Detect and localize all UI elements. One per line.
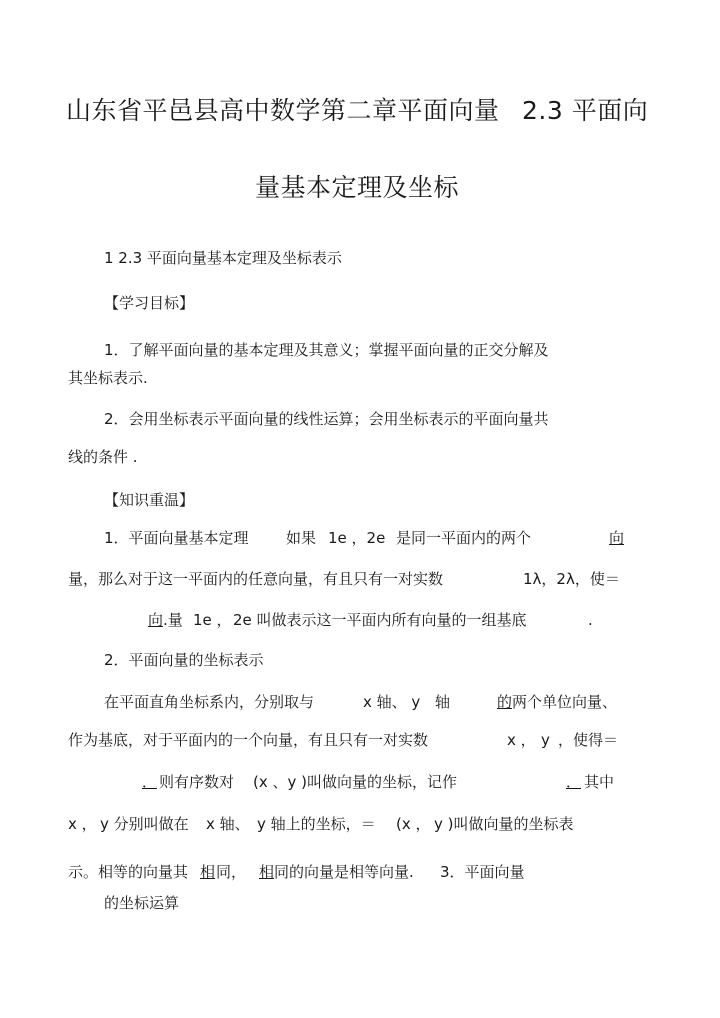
blank-answer-5: ． (566, 773, 582, 791)
coords-representation: y )叫做向量的坐标表 (434, 815, 574, 833)
coords-x-var: x ， (507, 731, 536, 749)
coords-such-that: ，使得＝ (558, 731, 619, 749)
basis-period: . (588, 611, 593, 629)
section-subtitle: 1 2.3 平面向量基本定理及坐标表示 (104, 249, 342, 267)
theorem-text-same-plane: 是同一平面内的两个 (396, 529, 532, 547)
theorem-text-if: 如果 (286, 529, 317, 547)
equal-vectors-text: 示。相等的向量其 (68, 863, 189, 881)
coords-y-axis: y 轴上的坐标，＝ (257, 815, 376, 833)
blank-answer-6: 相 (200, 863, 216, 881)
review-heading: 【知识重温】 (104, 491, 195, 509)
operations-heading-cont: 的坐标运算 (104, 894, 180, 912)
coords-text-2: 作为基底，对于平面内的一个向量，有且只有一对实数 (68, 731, 429, 749)
blank-answer-7: 相 (259, 863, 275, 881)
coords-heading: 2．平面向量的坐标表示 (104, 651, 264, 669)
coords-text-1: 在平面直角坐标系内，分别取与 (104, 693, 315, 711)
lambda-coefficients: 1λ，2λ，使＝ (523, 570, 620, 588)
objective-2-line2: 线的条件 . (68, 448, 138, 466)
coords-pair-xy: (x 、y )叫做向量的坐标，记作 (253, 773, 457, 791)
basis-e1: 1e ， (193, 611, 232, 629)
coords-axes: x 轴、 y (363, 693, 421, 711)
theorem-label: 1．平面向量基本定理 (104, 529, 249, 547)
coords-x-axis: x 轴、 (206, 815, 250, 833)
coords-pair-open: (x ， (396, 815, 431, 833)
coords-unit-vectors: 两个单位向量、 (512, 693, 618, 711)
objective-1-line2: 其坐标表示. (68, 369, 148, 387)
coords-respectively: y 分别叫做在 (100, 815, 189, 833)
blank-answer-1: 向 (609, 529, 625, 547)
page-title-part2: 2.3 平面向 (522, 96, 649, 125)
objective-2-line1: 2．会用坐标表示平面向量的线性运算；会用坐标表示的平面向量共 (104, 410, 549, 428)
coords-axis-word: 轴 (435, 693, 451, 711)
blank-answer-2: 向 (148, 611, 164, 629)
theorem-text-quantity: .量 (163, 611, 183, 629)
blank-answer-3: 的 (497, 693, 513, 711)
objective-1-line1: 1．了解平面向量的基本定理及其意义；掌握平面向量的正交分解及 (104, 341, 549, 359)
theorem-text-line2: 量，那么对于这一平面内的任意向量，有且只有一对实数 (68, 570, 444, 588)
coords-y-var: y (541, 731, 550, 749)
coords-where: 其中 (584, 773, 615, 791)
coords-x-ref: x ， (68, 815, 97, 833)
operations-heading: 3．平面向量 (440, 863, 525, 881)
basis-definition: 2e 叫做表示这一平面内所有向量的一组基底 (233, 611, 527, 629)
objectives-heading: 【学习目标】 (104, 294, 195, 312)
page-title-line2: 量基本定理及坐标 (255, 173, 460, 202)
page-title-part1: 山东省平邑县高中数学第二章平面向量 (66, 96, 500, 125)
equal-vectors-same: 同， (216, 863, 247, 881)
equal-vectors-conclusion: 同的向量是相等向量. (274, 863, 414, 881)
basis-vectors: 1e ，2e (328, 529, 386, 547)
coords-ordered-pair: 则有序数对 (159, 773, 235, 791)
blank-answer-4: ． (142, 773, 158, 791)
